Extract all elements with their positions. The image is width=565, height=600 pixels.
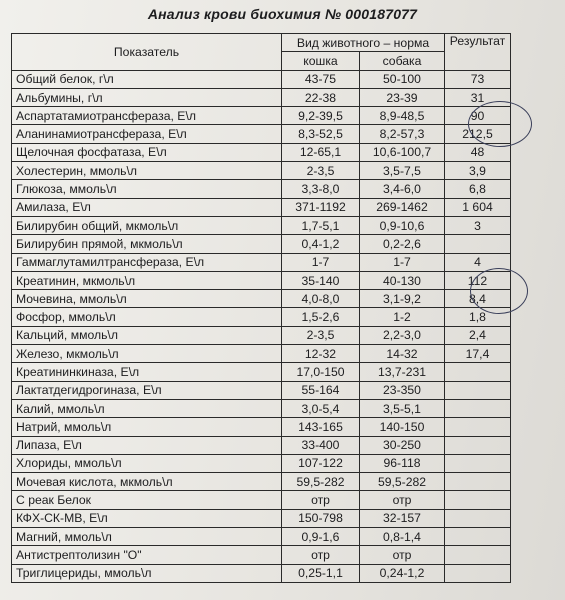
- indicator-name: Аспартатамиотрансфераза, Е\л: [12, 107, 282, 125]
- header-result: Результат: [445, 34, 511, 71]
- dog-norm: отр: [360, 546, 445, 564]
- table-row: [12, 345, 511, 363]
- table-row: [12, 528, 511, 546]
- dog-norm: 3,5-7,5: [360, 162, 445, 180]
- result-value: 3: [445, 216, 511, 234]
- indicator-name: Мочевина, ммоль\л: [12, 290, 282, 308]
- result-value: 3,9: [445, 162, 511, 180]
- indicator-name: Магний, ммоль\л: [12, 528, 282, 546]
- dog-norm: 269-1462: [360, 198, 445, 216]
- table-row: [12, 70, 511, 88]
- dog-norm: 2,2-3,0: [360, 326, 445, 344]
- dog-norm: 59,5-282: [360, 473, 445, 491]
- dog-norm: 14-32: [360, 345, 445, 363]
- table-row: [12, 143, 511, 161]
- dog-norm: 8,9-48,5: [360, 107, 445, 125]
- indicator-name: Калий, ммоль\л: [12, 399, 282, 417]
- table-row: [12, 198, 511, 216]
- result-value: [445, 418, 511, 436]
- table-row: [12, 381, 511, 399]
- dog-norm: 1-7: [360, 253, 445, 271]
- header-cat: кошка: [282, 52, 360, 70]
- indicator-name: КФХ-СК-МВ, Е\л: [12, 509, 282, 527]
- cat-norm: 1,5-2,6: [282, 308, 360, 326]
- table-row: [12, 473, 511, 491]
- dog-norm: 3,4-6,0: [360, 180, 445, 198]
- cat-norm: 33-400: [282, 436, 360, 454]
- dog-norm: 40-130: [360, 271, 445, 289]
- dog-norm: 13,7-231: [360, 363, 445, 381]
- result-value: 1 604: [445, 198, 511, 216]
- dog-norm: 23-350: [360, 381, 445, 399]
- result-value: [445, 509, 511, 527]
- indicator-name: Щелочная фосфатаза, Е\л: [12, 143, 282, 161]
- indicator-name: Аланинамиотрансфераза, Е\л: [12, 125, 282, 143]
- cat-norm: 143-165: [282, 418, 360, 436]
- indicator-name: Глюкоза, ммоль\л: [12, 180, 282, 198]
- cat-norm: 371-1192: [282, 198, 360, 216]
- cat-norm: 2-3,5: [282, 326, 360, 344]
- header-indicator: Показатель: [12, 34, 282, 71]
- header-dog: собака: [360, 52, 445, 70]
- result-value: 2,4: [445, 326, 511, 344]
- result-value: 6,8: [445, 180, 511, 198]
- dog-norm: 32-157: [360, 509, 445, 527]
- cat-norm: 1-7: [282, 253, 360, 271]
- dog-norm: отр: [360, 491, 445, 509]
- result-value: 212,5: [445, 125, 511, 143]
- indicator-name: Билирубин общий, мкмоль\л: [12, 216, 282, 234]
- cat-norm: 3,3-8,0: [282, 180, 360, 198]
- table-body: [12, 70, 511, 582]
- indicator-name: Кальций, ммоль\л: [12, 326, 282, 344]
- table-row: [12, 235, 511, 253]
- header-row: [12, 34, 511, 52]
- dog-norm: 3,5-5,1: [360, 399, 445, 417]
- indicator-name: Гаммаглутамилтрансфераза, Е\л: [12, 253, 282, 271]
- indicator-name: Хлориды, ммоль\л: [12, 454, 282, 472]
- cat-norm: 0,9-1,6: [282, 528, 360, 546]
- cat-norm: 35-140: [282, 271, 360, 289]
- dog-norm: 50-100: [360, 70, 445, 88]
- table-row: [12, 271, 511, 289]
- table-row: [12, 125, 511, 143]
- result-value: [445, 399, 511, 417]
- dog-norm: 96-118: [360, 454, 445, 472]
- table-row: [12, 399, 511, 417]
- table-row: [12, 308, 511, 326]
- dog-norm: 140-150: [360, 418, 445, 436]
- result-value: [445, 528, 511, 546]
- indicator-name: Билирубин прямой, мкмоль\л: [12, 235, 282, 253]
- cat-norm: отр: [282, 546, 360, 564]
- cat-norm: 17,0-150: [282, 363, 360, 381]
- cat-norm: 3,0-5,4: [282, 399, 360, 417]
- table-row: [12, 253, 511, 271]
- cat-norm: 4,0-8,0: [282, 290, 360, 308]
- result-value: 4: [445, 253, 511, 271]
- cat-norm: 1,7-5,1: [282, 216, 360, 234]
- table-row: [12, 436, 511, 454]
- table-row: [12, 162, 511, 180]
- result-value: 48: [445, 143, 511, 161]
- indicator-name: Амилаза, Е\л: [12, 198, 282, 216]
- result-value: 17,4: [445, 345, 511, 363]
- result-value: 112: [445, 271, 511, 289]
- result-value: [445, 381, 511, 399]
- cat-norm: 12-32: [282, 345, 360, 363]
- table-row: [12, 454, 511, 472]
- indicator-name: Мочевая кислота, мкмоль\л: [12, 473, 282, 491]
- table-row: [12, 418, 511, 436]
- table-row: [12, 546, 511, 564]
- table-row: [12, 326, 511, 344]
- indicator-name: Общий белок, г\л: [12, 70, 282, 88]
- dog-norm: 10,6-100,7: [360, 143, 445, 161]
- report-title: Анализ крови биохимия № 000187077: [147, 6, 418, 22]
- result-value: 90: [445, 107, 511, 125]
- table-row: [12, 564, 511, 582]
- indicator-name: Антистрептолизин "О": [12, 546, 282, 564]
- cat-norm: 59,5-282: [282, 473, 360, 491]
- result-value: [445, 546, 511, 564]
- indicator-name: Холестерин, ммоль\л: [12, 162, 282, 180]
- cat-norm: 8,3-52,5: [282, 125, 360, 143]
- table-row: [12, 509, 511, 527]
- cat-norm: 150-798: [282, 509, 360, 527]
- result-value: [445, 436, 511, 454]
- cat-norm: 0,25-1,1: [282, 564, 360, 582]
- dog-norm: 0,9-10,6: [360, 216, 445, 234]
- table-row: [12, 107, 511, 125]
- table-row: [12, 491, 511, 509]
- indicator-name: Альбумины, г\л: [12, 88, 282, 106]
- indicator-name: Креатининкиназа, Е\л: [12, 363, 282, 381]
- indicator-name: Натрий, ммоль\л: [12, 418, 282, 436]
- result-value: [445, 491, 511, 509]
- indicator-name: Железо, мкмоль\л: [12, 345, 282, 363]
- indicator-name: Триглицериды, ммоль\л: [12, 564, 282, 582]
- indicator-name: Креатинин, мкмоль\л: [12, 271, 282, 289]
- indicator-name: Фосфор, ммоль\л: [12, 308, 282, 326]
- result-value: 31: [445, 88, 511, 106]
- dog-norm: 23-39: [360, 88, 445, 106]
- indicator-name: Лактатдегидрогиназа, Е\л: [12, 381, 282, 399]
- result-value: 8,4: [445, 290, 511, 308]
- dog-norm: 30-250: [360, 436, 445, 454]
- indicator-name: С реак Белок: [12, 491, 282, 509]
- result-value: [445, 564, 511, 582]
- table-row: [12, 290, 511, 308]
- cat-norm: отр: [282, 491, 360, 509]
- dog-norm: 3,1-9,2: [360, 290, 445, 308]
- table-row: [12, 216, 511, 234]
- cat-norm: 22-38: [282, 88, 360, 106]
- result-value: [445, 363, 511, 381]
- cat-norm: 12-65,1: [282, 143, 360, 161]
- dog-norm: 8,2-57,3: [360, 125, 445, 143]
- cat-norm: 2-3,5: [282, 162, 360, 180]
- dog-norm: 1-2: [360, 308, 445, 326]
- pen-circle-ast-alt: [468, 101, 532, 147]
- result-value: [445, 473, 511, 491]
- table-row: [12, 88, 511, 106]
- indicator-name: Липаза, Е\л: [12, 436, 282, 454]
- header-species-norm: Вид животного – норма: [282, 34, 445, 52]
- cat-norm: 107-122: [282, 454, 360, 472]
- dog-norm: 0,8-1,4: [360, 528, 445, 546]
- cat-norm: 43-75: [282, 70, 360, 88]
- result-value: [445, 454, 511, 472]
- result-value: 1,8: [445, 308, 511, 326]
- table-row: [12, 180, 511, 198]
- result-value: [445, 235, 511, 253]
- biochemistry-table: [11, 33, 511, 583]
- result-value: 73: [445, 70, 511, 88]
- cat-norm: 9,2-39,5: [282, 107, 360, 125]
- dog-norm: 0,2-2,6: [360, 235, 445, 253]
- cat-norm: 55-164: [282, 381, 360, 399]
- dog-norm: 0,24-1,2: [360, 564, 445, 582]
- cat-norm: 0,4-1,2: [282, 235, 360, 253]
- table-row: [12, 363, 511, 381]
- pen-circle-creatinine-urea: [470, 268, 528, 314]
